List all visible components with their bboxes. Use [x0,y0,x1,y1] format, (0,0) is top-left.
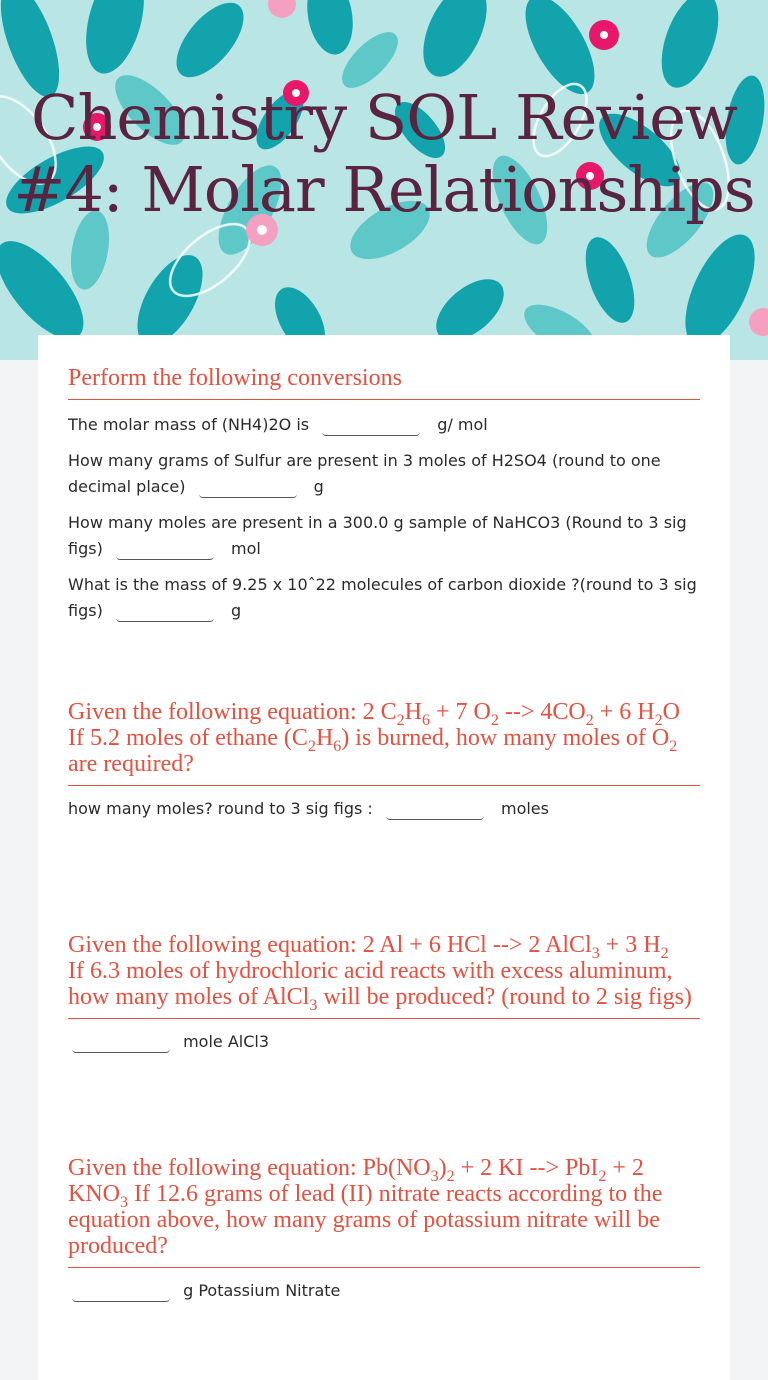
page-title: Chemistry SOL Review #4: Molar Relationships [13,81,755,226]
answer-input-kno3-grams[interactable] [72,1281,170,1302]
question-text: What is the mass of 9.25 x 10ˆ22 molecules of carbon dioxide ?(round to 3 sig figs) [68,575,697,620]
question-text: how many moles? round to 3 sig figs : [68,799,373,818]
unit-label: g/ mol [437,415,488,434]
section-aluminum [68,932,700,1055]
question-text: The molar mass of (NH4)2O is [68,415,310,434]
question-alcl3-moles [64,1029,700,1055]
unit-label: mol [231,539,261,558]
question-kno3-grams [64,1278,700,1304]
worksheet-card [38,335,730,1380]
answer-input-o2-moles[interactable] [386,799,484,820]
section-title: Given the following equation: 2 $C_2H_6 + 7$ $O_2$ --> $4CO_2 + 6$ $H_2O$ If 5.2 moles of ethane $(C_2H_6)$ is burned, how many moles of $O_2$ are required? [68,699,700,786]
section-ethane [68,699,700,822]
answer-input-co2-mass[interactable] [116,601,214,622]
question-co2-mass [68,572,700,624]
unit-label: moles [500,799,549,818]
section-title: Perform the following conversions [68,365,700,400]
section-lead-nitrate [68,1155,700,1304]
section-title: Given the following equation: $Pb(NO_3)_2 + 2$ KI --> PbI$_2$ + 2 $KNO_3$ If 12.6 grams of lead (II) nitrate reacts according to the equation above, how many grams of potassium nitrate will be produced? [68,1155,700,1268]
unit-label: g Potassium Nitrate [183,1281,341,1300]
answer-input-molar-mass[interactable] [322,415,420,436]
unit-label: mole AlCl3 [183,1032,270,1051]
question-sulfur-grams [68,448,700,500]
header-banner [0,0,768,360]
answer-input-sulfur-grams[interactable] [199,477,297,498]
question-nahco3-moles [68,510,700,562]
question-o2-moles [68,796,700,822]
question-text: How many grams of Sulfur are present in 3 moles of H2SO4 (round to one decimal place) [68,451,661,496]
section-title: Given the following equation: 2 Al + 6 HCl --> 2 AlCl$_3$ + 3 $H_2$ If 6.3 moles of hydrochloric acid reacts with excess aluminum, how many moles of AlCl$_3$ will be produced? (round to 2 sig figs) [68,932,700,1019]
unit-label: g [313,477,324,496]
unit-label: g [231,601,242,620]
section-conversions [68,365,700,624]
question-text: How many moles are present in a 300.0 g sample of NaHCO3 (Round to 3 sig figs) [68,513,687,558]
answer-input-nahco3-moles[interactable] [116,539,214,560]
question-molar-mass [68,412,700,438]
answer-input-alcl3-moles[interactable] [72,1032,170,1053]
